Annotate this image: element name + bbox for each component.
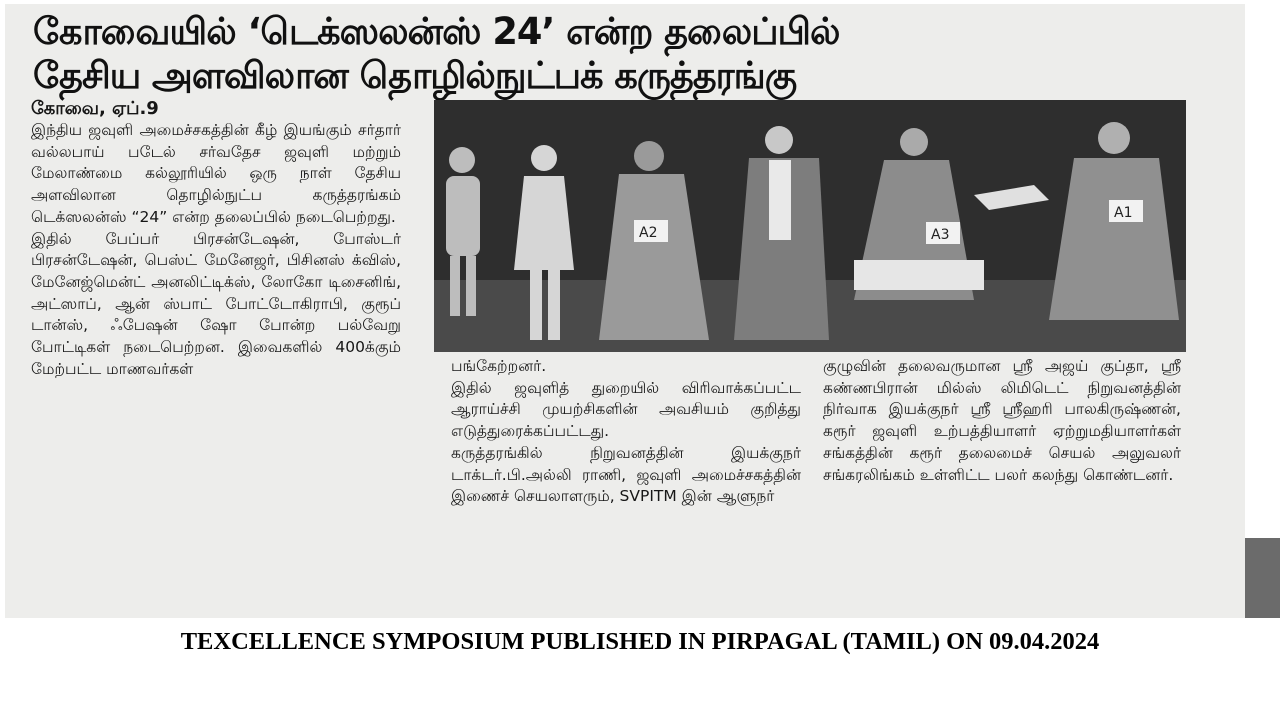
scan-edge-strip [1245, 538, 1280, 618]
column-3-text: குழுவின் தலைவருமான ஸ்ரீ அஜய் குப்தா, ஸ்ரீ கண்ணபிரான் மில்ஸ் லிமிடெட் நிறுவனத்தின் நிர்வாக இயக்குநர் ஸ்ரீ ஸ்ரீஹரி பாலகிருஷ்ணன், கரூர் ஜவுளி உற்பத்தியாளர் ஏற்றுமதியாளர்கள் சங்கத்தின் கரூர் தலைமைச் செயல் அலுவலர் சங்கரலிங்கம் உள்ளிட்ட பலர் கலந்து கொண்டனர். [823, 357, 1181, 484]
fashion-show-photo [434, 100, 1186, 352]
headline-line-2: தேசிய அளவிலான தொழில்நுட்பக் கருத்தரங்கு [33, 54, 797, 97]
column-2-text: பங்கேற்றனர். இதில் ஜவுளித் துறையில் விரிவாக்கப்பட்ட ஆராய்ச்சி முயற்சிகளின் அவசியம் குறித்து எடுத்துரைக்கப்பட்டது. கருத்தரங்கில் நிறுவனத்தின் இயக்குநர் டாக்டர்.பி.அல்லி ராணி, ஜவுளி அமைச்சகத்தின் இணைச் செயலாளரும், SVPITM இன் ஆளுநர் [451, 357, 801, 506]
publication-caption: TEXCELLENCE SYMPOSIUM PUBLISHED IN PIRPAGAL (TAMIL) ON 09.04.2024 [180, 628, 1100, 655]
model-tag-text: A2 [639, 225, 658, 241]
dateline: கோவை, ஏப்.9 [31, 98, 159, 119]
newspaper-clipping [5, 4, 1245, 618]
column-1-text: இந்திய ஜவுளி அமைச்சகத்தின் கீழ் இயங்கும் சர்தார் வல்லபாய் படேல் சர்வதேச ஜவுளி மற்றும் மேலாண்மை கல்லூரியில் ஒரு நாள் தேசிய அளவிலான தொழில்நுட்ப கருத்தரங்கம் டெக்ஸலன்ஸ் “24” என்ற தலைப்பில் நடைபெற்றது. இதில் பேப்பர் பிரசன்டேஷன், போஸ்டர் பிரசன்டேஷன், பெஸ்ட் மேனேஜர், பிசினஸ் க்விஸ், மேனேஜ்மென்ட் அனலிட்டிக்ஸ், லோகோ டிசைனிங், அட்ஸாப், ஆன் ஸ்பாட் போட்டோகிராபி, குரூப் டான்ஸ், ஃபேஷன் ஷோ போன்ற பல்வேறு போட்டிகள் நடைபெற்றன. இவைகளில் 400க்கும் மேற்பட்ட மாணவர்கள் [31, 121, 401, 378]
article-column-1 [31, 98, 401, 380]
model-tag-text: A3 [931, 227, 950, 243]
photo-illustration [434, 100, 1186, 352]
headline-line-1: கோவையில் ‘டெக்ஸலன்ஸ் 24’ என்ற தலைப்பில் [33, 10, 840, 53]
article-column-3 [823, 356, 1181, 486]
model-tag-text: A1 [1114, 205, 1133, 221]
article-column-2 [451, 356, 801, 508]
